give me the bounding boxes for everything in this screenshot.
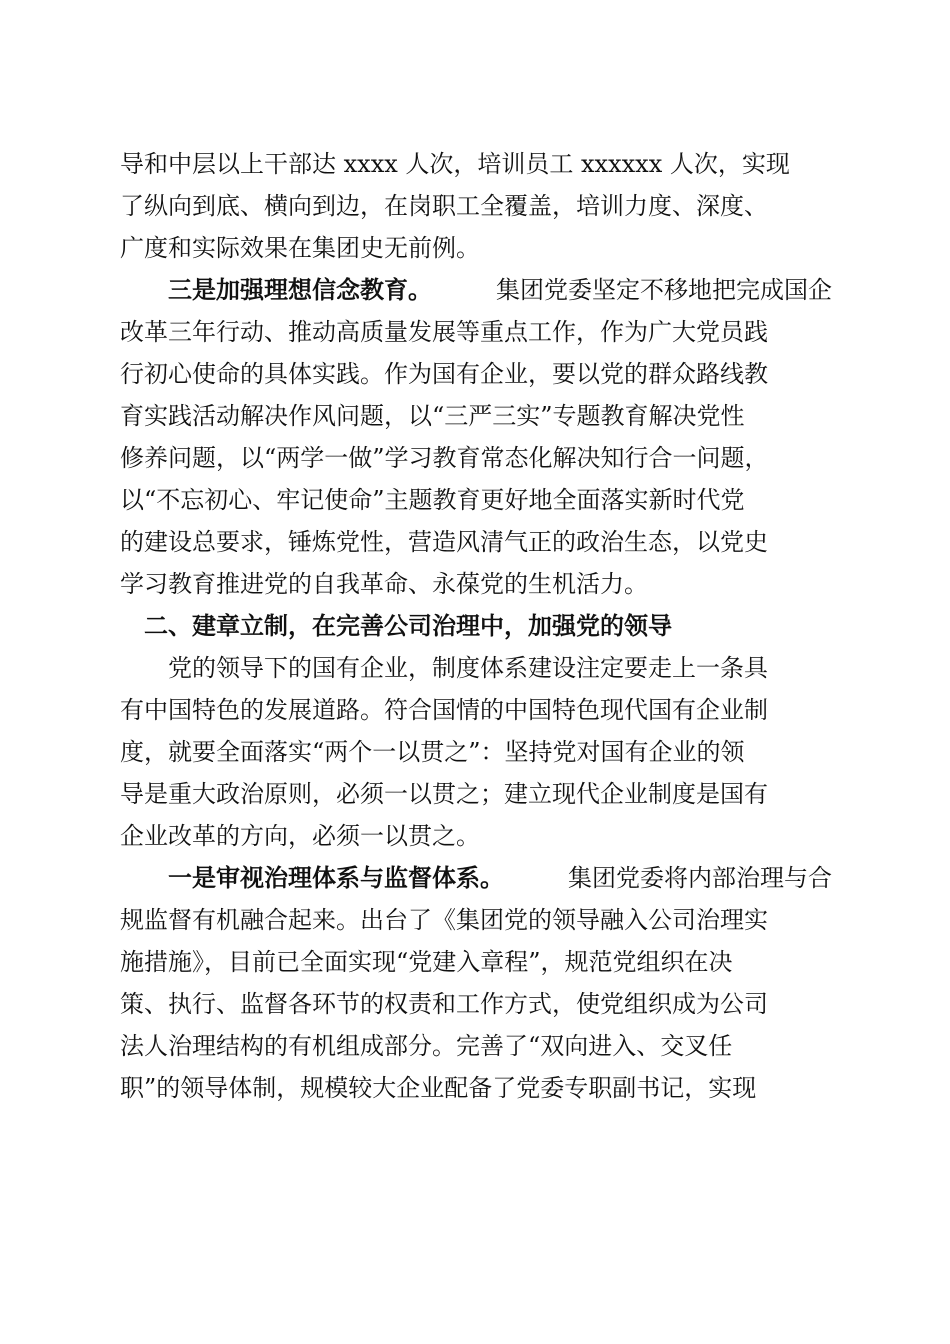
text-line: 导和中层以上干部达 xxxx 人次，培训员工 xxxxxx 人次，实现 <box>120 150 790 178</box>
text-line: 企业改革的方向，必须一以贯之。 <box>120 822 480 850</box>
text-line: 职”的领导体制，规模较大企业配备了党委专职副书记，实现 <box>120 1074 757 1102</box>
text-line: 学习教育推进党的自我革命、永葆党的生机活力。 <box>120 570 648 598</box>
document-body <box>120 143 832 1109</box>
text-line: 策、执行、监督各环节的权责和工作方式，使党组织成为公司 <box>120 990 768 1018</box>
text-line: 有中国特色的发展道路。符合国情的中国特色现代国有企业制 <box>120 696 768 724</box>
text-line: 度，就要全面落实“两个一以贯之”：坚持党对国有企业的领 <box>120 738 745 766</box>
text-line: 广度和实际效果在集团史无前例。 <box>120 234 480 262</box>
text-line: 了纵向到底、横向到边，在岗职工全覆盖，培训力度、深度、 <box>120 192 768 220</box>
text-line: 改革三年行动、推动高质量发展等重点工作，作为广大党员践 <box>120 318 768 346</box>
text-line: 规监督有机融合起来。出台了《集团党的领导融入公司治理实 <box>120 906 768 934</box>
text-span: 集团党委将内部治理与合 <box>568 864 832 892</box>
paragraph-lead-heading: 一是审视治理体系与监督体系。 <box>168 864 504 892</box>
paragraph-first-line <box>120 857 832 899</box>
paragraph-lead-heading: 三是加强理想信念教育。 <box>168 276 432 304</box>
text-line: 的建设总要求，锤炼党性，营造风清气正的政治生态，以党史 <box>120 528 768 556</box>
text-line: 施措施》，目前已全面实现“党建入章程”，规范党组织在决 <box>120 948 733 976</box>
paragraph-first-line <box>120 269 832 311</box>
text-span: 集团党委坚定不移地把完成国企 <box>496 276 832 304</box>
text-line: 行初心使命的具体实践。作为国有企业，要以党的群众路线教 <box>120 360 768 388</box>
section-heading: 二、建章立制，在完善公司治理中，加强党的领导 <box>144 612 672 640</box>
paragraph-first-line: 党的领导下的国有企业，制度体系建设注定要走上一条具 <box>168 654 768 682</box>
text-line: 以“不忘初心、牢记使命”主题教育更好地全面落实新时代党 <box>120 486 745 514</box>
text-line: 修养问题，以“两学一做”学习教育常态化解决知行合一问题， <box>120 444 769 472</box>
text-line: 法人治理结构的有机组成部分。完善了“双向进入、交叉任 <box>120 1032 733 1060</box>
text-line: 育实践活动解决作风问题，以“三严三实”专题教育解决党性 <box>120 402 745 430</box>
text-line: 导是重大政治原则，必须一以贯之；建立现代企业制度是国有 <box>120 780 768 808</box>
